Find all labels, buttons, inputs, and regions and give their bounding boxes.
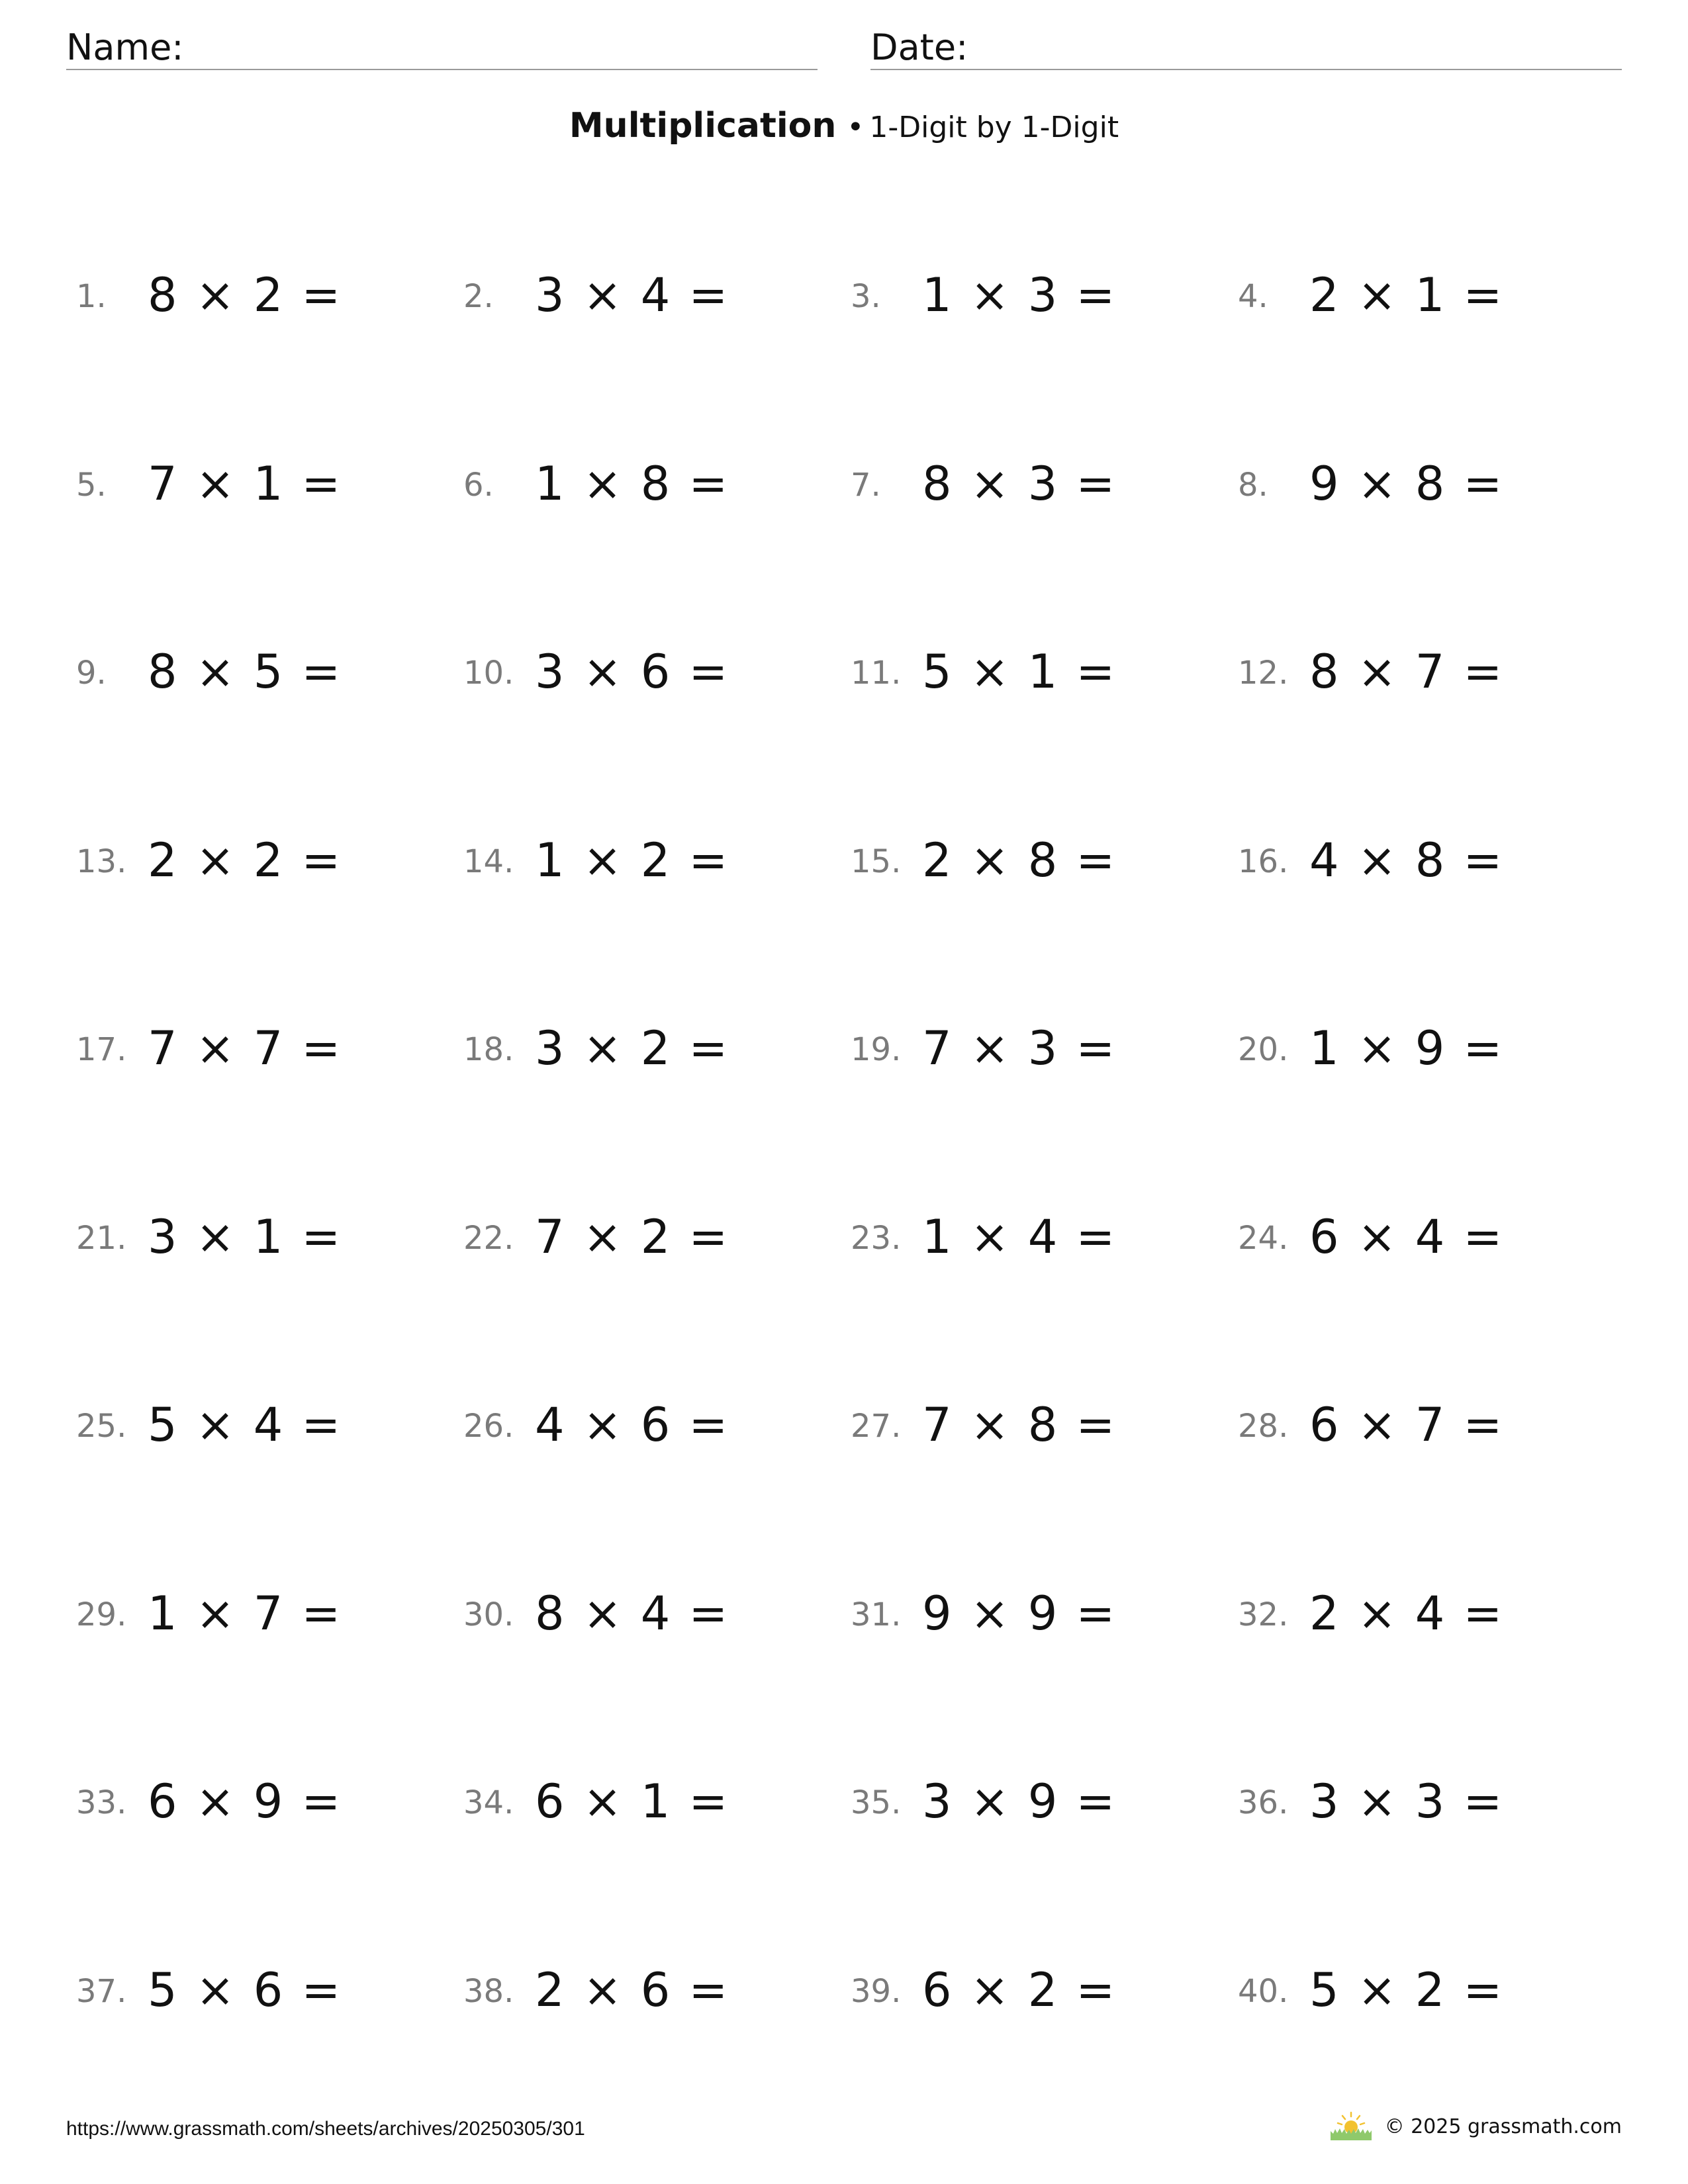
problem-number: 40. bbox=[1238, 1973, 1289, 2010]
problem-expression: 1 × 3 = bbox=[922, 268, 1115, 322]
problem-number: 16. bbox=[1238, 843, 1289, 880]
problem-expression: 1 × 4 = bbox=[922, 1210, 1115, 1264]
problem-expression: 3 × 9 = bbox=[922, 1774, 1115, 1829]
problem-expression: 9 × 9 = bbox=[922, 1586, 1115, 1641]
problem-expression: 8 × 3 = bbox=[922, 457, 1115, 511]
problem-number: 1. bbox=[76, 278, 107, 315]
problem-expression: 5 × 4 = bbox=[148, 1398, 341, 1452]
problem-expression: 1 × 2 = bbox=[535, 833, 728, 887]
problem-number: 23. bbox=[851, 1220, 902, 1257]
problem-expression: 6 × 4 = bbox=[1309, 1210, 1503, 1264]
problem-number: 9. bbox=[76, 655, 107, 692]
problem-number: 31. bbox=[851, 1596, 902, 1633]
problem-number: 37. bbox=[76, 1973, 127, 2010]
problem-number: 7. bbox=[851, 467, 881, 504]
problem-number: 27. bbox=[851, 1408, 902, 1445]
problem-number: 19. bbox=[851, 1031, 902, 1068]
problem-number: 6. bbox=[463, 467, 494, 504]
problem-expression: 1 × 8 = bbox=[535, 457, 728, 511]
problem-expression: 5 × 2 = bbox=[1309, 1963, 1503, 2017]
problem-expression: 6 × 1 = bbox=[535, 1774, 728, 1829]
copyright-text: © 2025 grassmath.com bbox=[1384, 2115, 1622, 2138]
problem-number: 8. bbox=[1238, 467, 1268, 504]
problem-number: 21. bbox=[76, 1220, 127, 1257]
problem-number: 38. bbox=[463, 1973, 514, 2010]
problem-number: 39. bbox=[851, 1973, 902, 2010]
problem-number: 2. bbox=[463, 278, 494, 315]
problem-expression: 2 × 1 = bbox=[1309, 268, 1503, 322]
grass-sun-logo-icon bbox=[1329, 2111, 1373, 2142]
problem-number: 14. bbox=[463, 843, 514, 880]
title-main: Multiplication bbox=[569, 106, 837, 146]
problem-number: 33. bbox=[76, 1784, 127, 1821]
problem-expression: 2 × 2 = bbox=[148, 833, 341, 887]
problem-number: 10. bbox=[463, 655, 514, 692]
problem-expression: 5 × 6 = bbox=[148, 1963, 341, 2017]
problem-expression: 8 × 7 = bbox=[1309, 645, 1503, 699]
problem-expression: 8 × 4 = bbox=[535, 1586, 728, 1641]
problem-expression: 2 × 4 = bbox=[1309, 1586, 1503, 1641]
problem-expression: 1 × 7 = bbox=[148, 1586, 341, 1641]
footer-branding bbox=[1329, 2110, 1622, 2143]
problem-number: 13. bbox=[76, 843, 127, 880]
problem-number: 22. bbox=[463, 1220, 514, 1257]
problem-expression: 8 × 5 = bbox=[148, 645, 341, 699]
problem-expression: 3 × 2 = bbox=[535, 1021, 728, 1075]
problem-expression: 2 × 8 = bbox=[922, 833, 1115, 887]
problem-number: 32. bbox=[1238, 1596, 1289, 1633]
problem-expression: 6 × 7 = bbox=[1309, 1398, 1503, 1452]
problem-expression: 5 × 1 = bbox=[922, 645, 1115, 699]
title-subtitle: 1-Digit by 1-Digit bbox=[869, 111, 1119, 144]
name-label: Name: bbox=[66, 26, 184, 68]
problem-number: 18. bbox=[463, 1031, 514, 1068]
problem-expression: 3 × 1 = bbox=[148, 1210, 341, 1264]
problem-expression: 7 × 8 = bbox=[922, 1398, 1115, 1452]
problem-expression: 3 × 6 = bbox=[535, 645, 728, 699]
name-field[interactable] bbox=[66, 26, 818, 70]
problem-number: 28. bbox=[1238, 1408, 1289, 1445]
problem-number: 35. bbox=[851, 1784, 902, 1821]
problem-expression: 7 × 1 = bbox=[148, 457, 341, 511]
problem-expression: 9 × 8 = bbox=[1309, 457, 1503, 511]
problem-number: 29. bbox=[76, 1596, 127, 1633]
problem-expression: 3 × 4 = bbox=[535, 268, 728, 322]
problem-expression: 7 × 7 = bbox=[148, 1021, 341, 1075]
problem-expression: 6 × 9 = bbox=[148, 1774, 341, 1829]
date-label: Date: bbox=[870, 26, 968, 68]
problem-number: 20. bbox=[1238, 1031, 1289, 1068]
date-field[interactable] bbox=[870, 26, 1622, 70]
problem-expression: 3 × 3 = bbox=[1309, 1774, 1503, 1829]
problem-number: 3. bbox=[851, 278, 881, 315]
problem-number: 36. bbox=[1238, 1784, 1289, 1821]
problem-expression: 2 × 6 = bbox=[535, 1963, 728, 2017]
title-separator: • bbox=[847, 111, 865, 144]
problem-number: 15. bbox=[851, 843, 902, 880]
problem-number: 5. bbox=[76, 467, 107, 504]
problem-number: 34. bbox=[463, 1784, 514, 1821]
problem-expression: 4 × 6 = bbox=[535, 1398, 728, 1452]
problem-expression: 4 × 8 = bbox=[1309, 833, 1503, 887]
problem-number: 11. bbox=[851, 655, 902, 692]
problem-number: 30. bbox=[463, 1596, 514, 1633]
problem-expression: 6 × 2 = bbox=[922, 1963, 1115, 2017]
problem-number: 17. bbox=[76, 1031, 127, 1068]
problem-expression: 7 × 3 = bbox=[922, 1021, 1115, 1075]
problem-number: 25. bbox=[76, 1408, 127, 1445]
problem-expression: 1 × 9 = bbox=[1309, 1021, 1503, 1075]
problem-expression: 8 × 2 = bbox=[148, 268, 341, 322]
footer-url: https://www.grassmath.com/sheets/archives/20250305/301 bbox=[66, 2118, 585, 2140]
worksheet-title bbox=[0, 106, 1688, 146]
problem-number: 24. bbox=[1238, 1220, 1289, 1257]
problem-number: 4. bbox=[1238, 278, 1268, 315]
problem-number: 12. bbox=[1238, 655, 1289, 692]
problem-expression: 7 × 2 = bbox=[535, 1210, 728, 1264]
problem-number: 26. bbox=[463, 1408, 514, 1445]
